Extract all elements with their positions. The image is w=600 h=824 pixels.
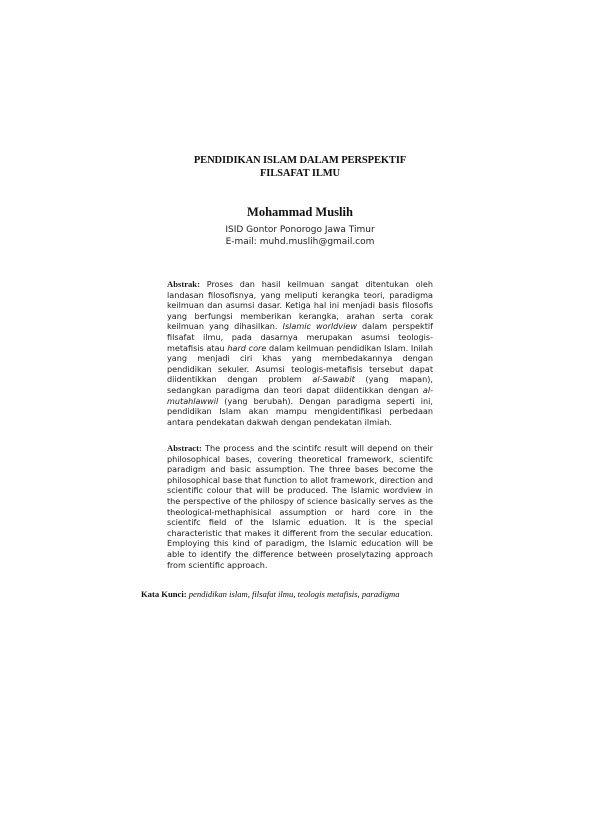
abstract-id-text-5: (yang berubah). Dengan paradigma seperti ini, pendidikan Islam akan mampu mengidentifikasi perbedaan antara pendekatan dakwah dengan pendekatan ilmiah.	[167, 395, 433, 427]
paper-title	[0, 154, 600, 180]
affiliation: ISID Gontor Ponorogo Jawa Timur	[225, 225, 375, 235]
abstract-id-text-1: Proses dan hasil keilmuan sangat ditentukan oleh landasan filosofisnya, yang meliputi kerangka teori, paradigma keilmuan dan asumsi dasar. Ketiga hal ini menjadi basis filosofis yang berfungsi memberikan kerangka, arahan serta corak keilmuan yang dihasilkan.	[167, 279, 433, 332]
abstract-id-term-1: Islamic worldview	[282, 321, 357, 332]
abstract-english	[167, 443, 433, 570]
title-line-2: FILSAFAT ILMU	[259, 168, 341, 179]
abstract-en-label: Abstract:	[167, 443, 202, 453]
abstract-id-text-3: dalam keilmuan pendidikan Islam. Inilah yang menjadi ciri khas yang membedakannya dengan pendidikan sekuler. Asumsi teologis-metafisis tersebut dapat diidentikkan dengan problem	[167, 342, 434, 385]
keywords-label: Kata Kunci:	[141, 589, 187, 599]
abstract-indonesian	[167, 279, 433, 427]
abstract-en-text: The process and the scintifc result will depend on their philosophical bases, covering theoretical framework, scientifc paradigm and basic assumption. The three bases become the philosophical base that function to allot framework, direction and scientific colour that will be produced. The Islamic wordview in the perspective of the philospy of science basically serves as the theological-methaphisical assumption or hard core in the scientifc field of the Islamic eduation. It is the special characteristic that makes it different from the secular education. Employing this kind of paradigm, the Islamic education will be able to identify the difference between proselytazing approach from scientific approach.	[167, 443, 433, 570]
keywords-text: pendidikan islam, filsafat ilmu, teologis metafisis, paradigma	[186, 589, 400, 599]
title-line-1: PENDIDIKAN ISLAM DALAM PERSPEKTIF	[193, 155, 407, 166]
abstract-id-term-3: al-Sawabit	[312, 374, 355, 385]
abstract-id-label: Abstrak:	[167, 279, 200, 289]
abstract-id-text-2: dalam perspektif filsafat ilmu, pada dasarnya merupakan asumsi teologis-metafisis atau	[167, 321, 433, 353]
author-name: Mohammad Muslih	[247, 205, 353, 219]
author-affiliation-block	[0, 224, 600, 248]
keywords	[141, 589, 441, 600]
email: E-mail: muhd.muslih@gmail.com	[225, 237, 375, 247]
abstract-id-term-2: hard core	[227, 342, 267, 353]
abstract-id-text-4: (yang mapan), sedangkan paradigma dan teori dapat diidentikkan dengan	[167, 374, 433, 395]
abstract-id-term-4: al-mutahlawwil	[167, 384, 433, 406]
